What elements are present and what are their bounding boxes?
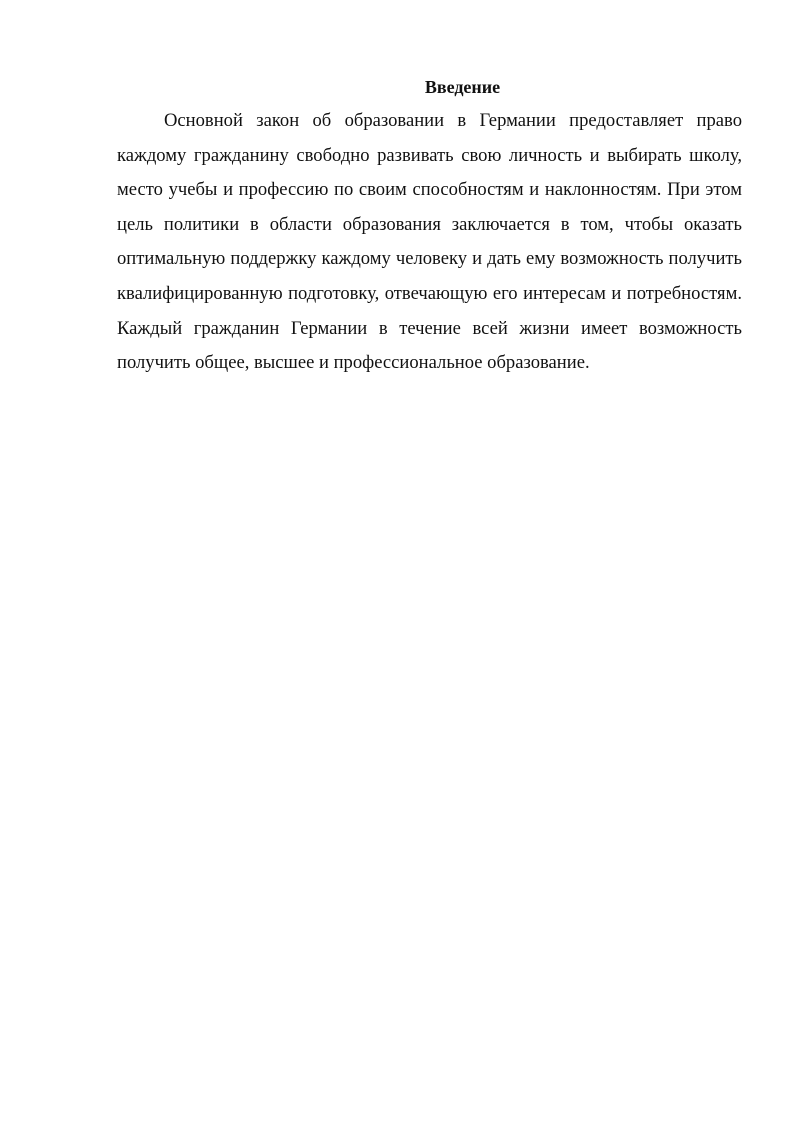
body-paragraph: Основной закон об образовании в Германии предоставляет право каждому гражданину свободно развивать свою личность и выбирать школу, место учебы и профессию по своим способностям и наклонностям. При этом цель политики в области образования заключается в том, чтобы оказать оптимальную поддержку каждому человеку и дать ему возможность получить квалифицированную подготовку, отвечающую его интересам и потребностям. Каждый гражданин Германии в течение всей жизни имеет возможность получить общее, высшее и профессиональное образование. (117, 110, 742, 374)
document-content (117, 74, 742, 381)
section-heading: Введение (424, 77, 501, 97)
